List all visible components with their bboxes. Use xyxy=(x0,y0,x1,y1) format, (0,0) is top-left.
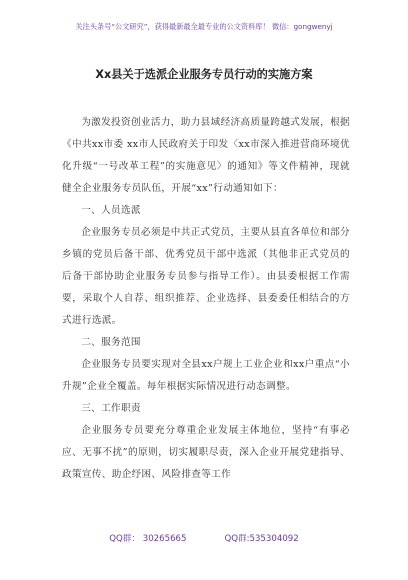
intro-paragraph: 为激发投资创业活力，助力县域经济高质量跨越式发展，根据《中共xx市委 xx市人民政府关于印发〈xx市深入推进营商环境优化升级“一号改革工程”的实施意见〉的通知》等文件精神，现就健全企业服务专员队伍，开展“xx”行动通知如下： xyxy=(62,117,350,194)
footer-qq-group-1: QQ群： 30265665 xyxy=(109,534,187,544)
scope-paragraph: 企业服务专员要实现对全县xx户规上工业企业和xx户重点“小升规”企业全覆盖。每年根据实际情况进行动态调整。 xyxy=(62,359,350,392)
header-promo-note: 关注头条号“公文研究”，获得最新最全最专业的公文资料库！ 微信：gongwenyj xyxy=(75,22,333,31)
document-title: Xx县关于选派企业服务专员行动的实施方案 xyxy=(95,68,313,81)
personnel-paragraph: 企业服务专员必须是中共正式党员，主要从县直各单位和部分乡镇的党员后备干部、优秀党员干部中选派（其他非正式党员的后备干部协助企业服务专员参与指导工作）。由县委根据工作需要，采取个人自荐、组织推荐、企业选择、县委委任相结合的方式进行选派。 xyxy=(62,227,350,326)
section-heading-scope: 二、服务范围 xyxy=(81,337,141,348)
footer-qq-group-2: QQ群:535304092 xyxy=(224,534,299,544)
section-heading-duties: 三、工作职责 xyxy=(81,403,141,414)
duties-paragraph: 企业服务专员要充分尊重企业发展主体地位，坚持“有事必应、无事不扰”的原则，切实履职尽责，深入企业开展党建指导、政策宣传、助企纾困、风险排查等工作 xyxy=(62,425,350,480)
section-heading-personnel: 一、人员选派 xyxy=(81,205,141,216)
document-body xyxy=(62,112,350,486)
footer-contact xyxy=(0,532,408,544)
